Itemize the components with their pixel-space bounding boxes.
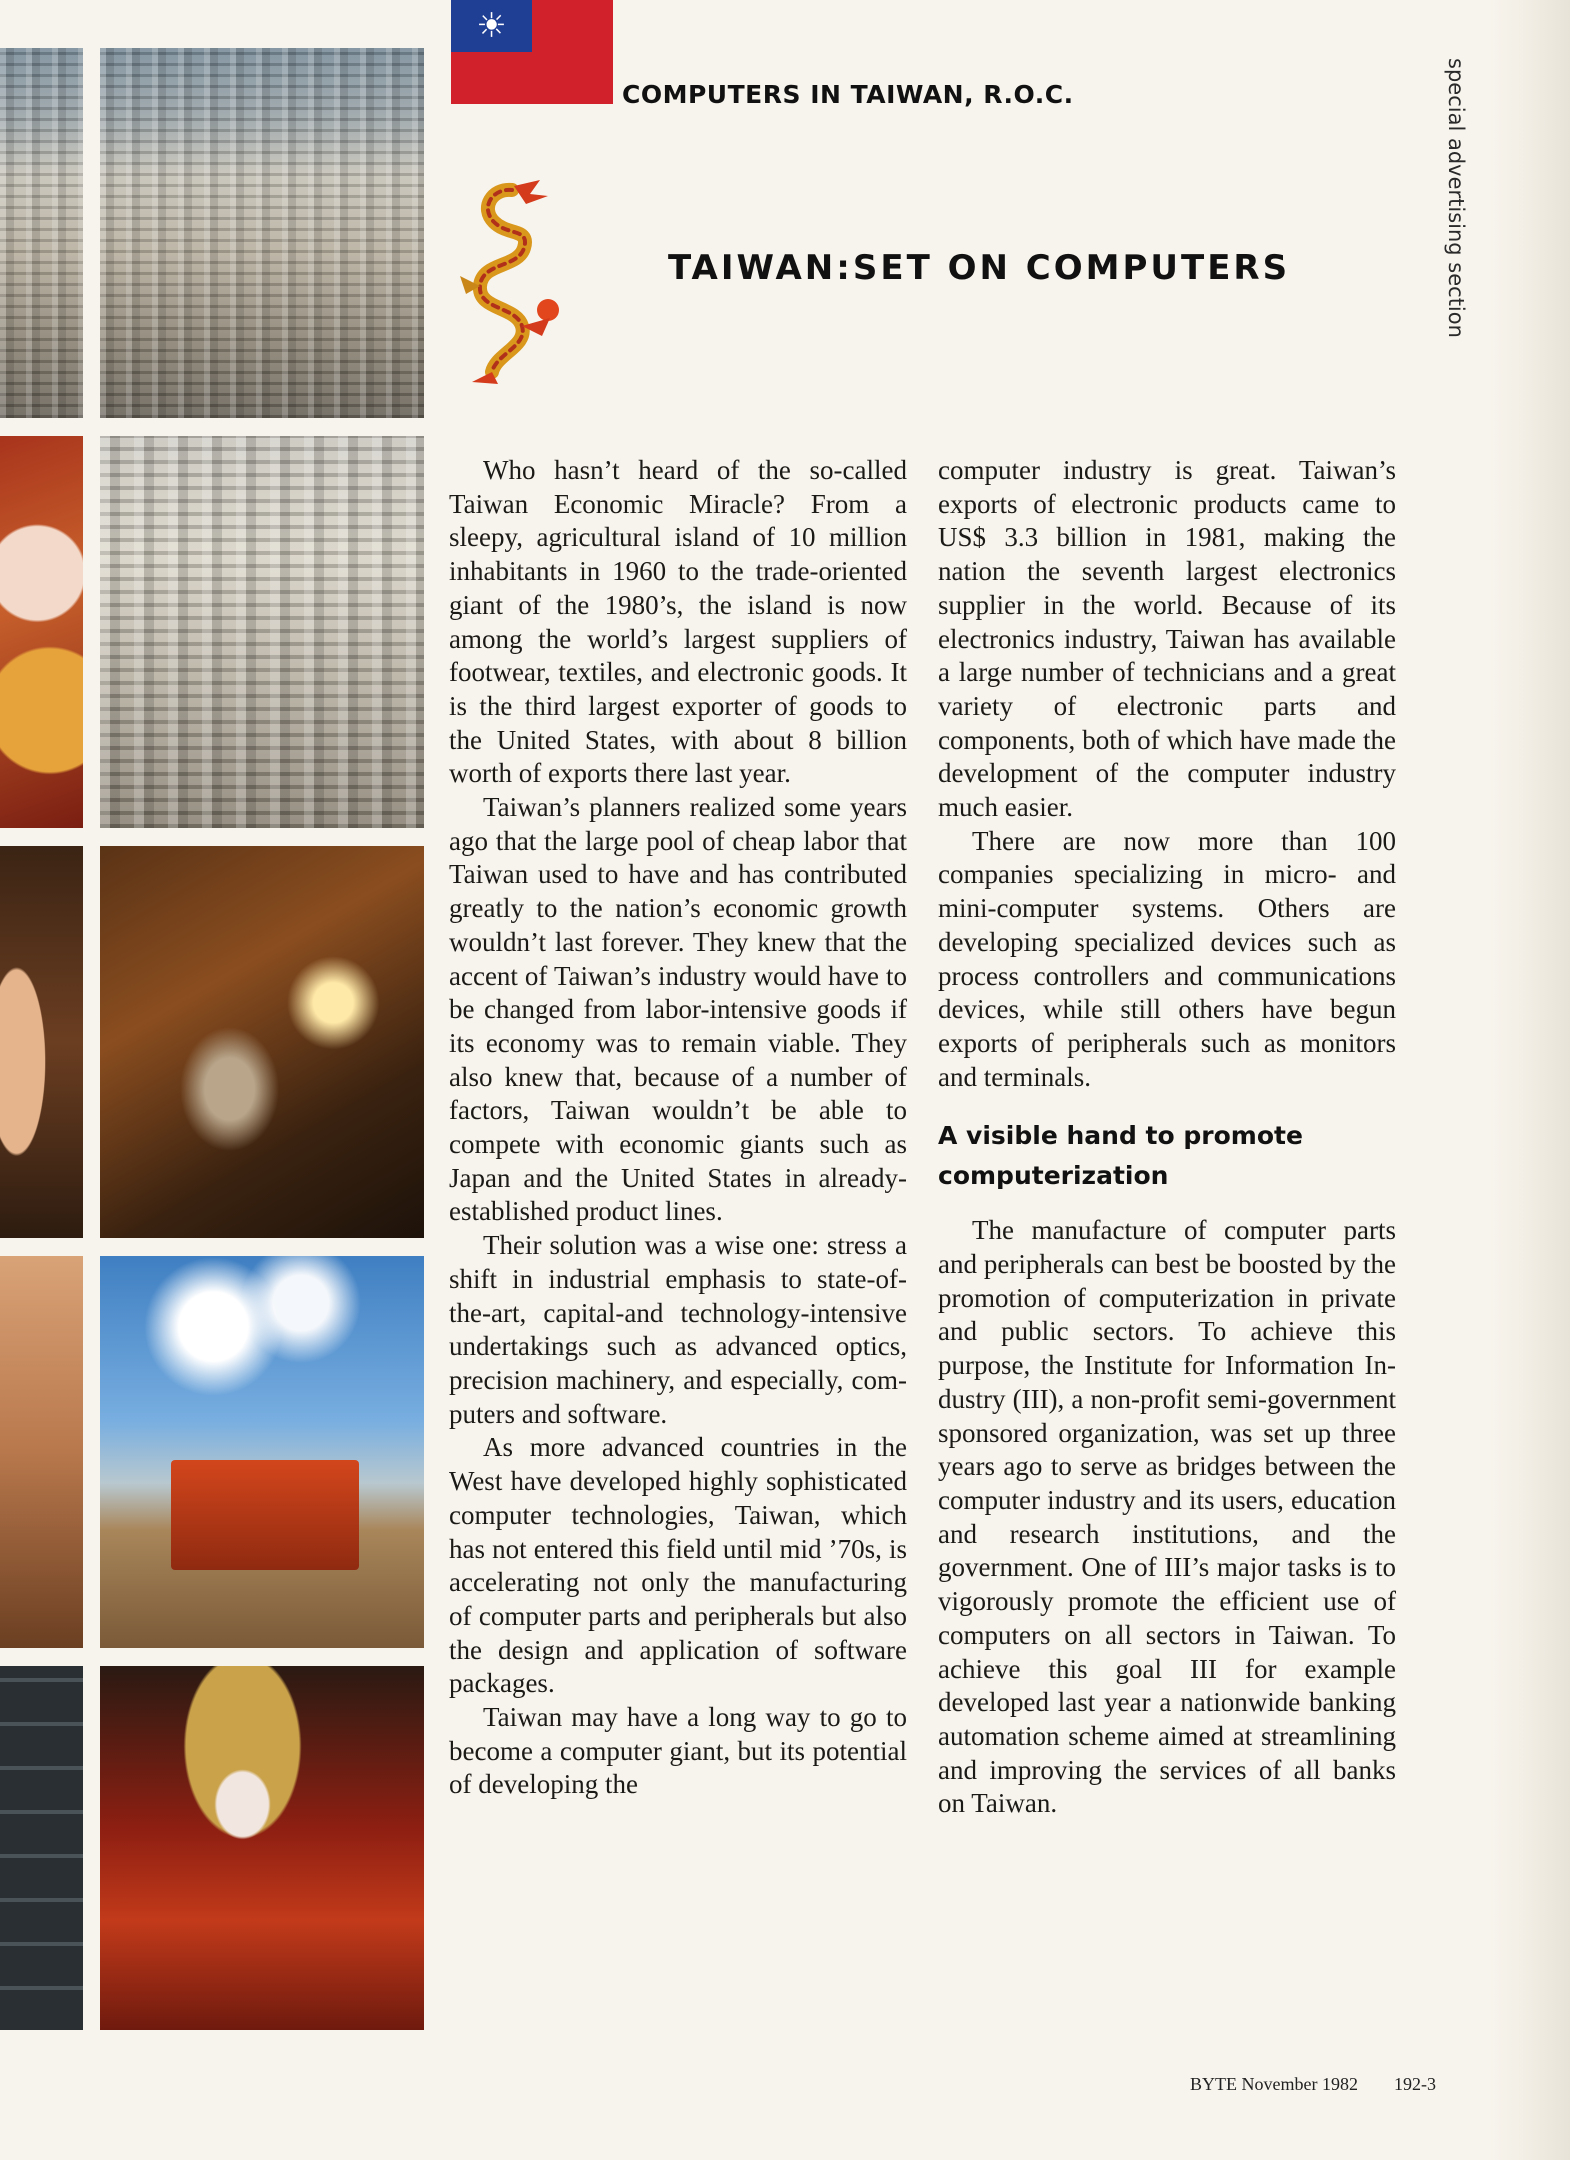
photo-technician-face <box>0 846 83 1238</box>
side-label <box>1434 58 1470 348</box>
roc-flag <box>451 0 613 104</box>
photo-microscope <box>100 846 424 1238</box>
photo-apartment-blocks <box>100 436 424 828</box>
page-number: 192-3 <box>1393 2074 1436 2094</box>
photo-city-skyline-left <box>0 48 83 418</box>
article-title: TAIWAN:SET ON COMPUTERS <box>668 248 1291 288</box>
photo-construction-truck <box>100 1256 424 1648</box>
photo-city-skyline <box>100 48 424 418</box>
paragraph: There are now more than 100 companies specializing in micro- and mini-computer systems. Others are developing specialized devices such as process controllers and communications devices, while still others have begun exports of peripherals such as monitors and terminals. <box>938 825 1396 1092</box>
dragon-icon <box>452 178 564 386</box>
photo-opera-performer <box>100 1666 424 2030</box>
page-edge-shadow <box>1490 0 1570 2160</box>
photo-monitor-wall <box>0 1666 83 2030</box>
article-column-left <box>449 454 907 1802</box>
photo-technician-arm <box>0 1256 83 1648</box>
paragraph: Taiwan may have a long way to go to become a computer giant, but its potential of developing the <box>449 1702 907 1800</box>
paragraph: Who hasn’t heard of the so-called Taiwan Economic Miracle? From a sleepy, agricultural island of 10 million inhabitants in 1960 to the trade-oriented giant of the 1980’s, the island is now among the world’s largest suppliers of footwear, textiles, and electronic goods. It is the third largest exporter of goods to the United States, with about 8 billion worth of exports there last year. <box>449 455 907 789</box>
subheading: A visible hand to promote computerization <box>938 1121 1303 1191</box>
photo-mosaic <box>0 48 424 2030</box>
white-sun-icon: ☀ <box>451 0 532 52</box>
paragraph: The manufacture of computer parts and peripherals can best be boosted by the promotion of computerization in private and public sectors. To achieve this purpose, the Institute for Information Industry (III), a non-profit semi-government sponsored organization, was set up three years ago to serve as bridges between the computer industry and its users, education and research institutions, and the government. One of III’s major tasks is to vigorously promote the efficient use of computers on all sectors in Taiwan. To achieve this goal III for example developed last year a nationwide banking automation scheme aimed at streamlining and improving the services of all banks on Taiwan. <box>938 1215 1396 1819</box>
article-column-right <box>938 454 1396 1821</box>
paragraph: computer industry is great. Taiwan’s exports of electronic products came to US$ 3.3 billion in 1981, making the nation the seventh largest electronics supplier in the world. Because of its electronics industry, Taiwan has available a large number of technicians and a great variety of electronic parts and components, both of which have made the development of the computer industry much easier. <box>938 455 1396 823</box>
paragraph: As more advanced countries in the West have developed highly sophisticated computer technologies, Taiwan, which has not entered this field until mid ’70s, is accelerating not only the manufacturing of computer parts and peripherals but also the design and application of software packages. <box>449 1432 907 1699</box>
magazine-issue: BYTE November 1982 <box>1190 2074 1358 2094</box>
page-footer <box>1190 2074 1490 2095</box>
photo-dancer <box>0 436 83 828</box>
side-label-text: special advertising section <box>1444 58 1468 338</box>
section-heading: COMPUTERS IN TAIWAN, R.O.C. <box>622 80 1074 109</box>
paragraph: Their solution was a wise one: stress a shift in industrial emphasis to state-of-the-art, capital-and technology-intensive undertakings such as advanced optics, precision machinery, and especially, computers and software. <box>449 1230 907 1429</box>
paragraph: Taiwan’s planners realized some years ago that the large pool of cheap labor that Taiwan used to have and has contributed greatly to the nation’s economic growth wouldn’t last forever. They knew that the accent of Taiwan’s industry would have to be changed from labor-intensive goods if its economy was to remain viable. They also knew that, because of a number of factors, Taiwan wouldn’t be able to compete with economic giants such as Japan and the United States in already-established product lines. <box>449 792 907 1227</box>
